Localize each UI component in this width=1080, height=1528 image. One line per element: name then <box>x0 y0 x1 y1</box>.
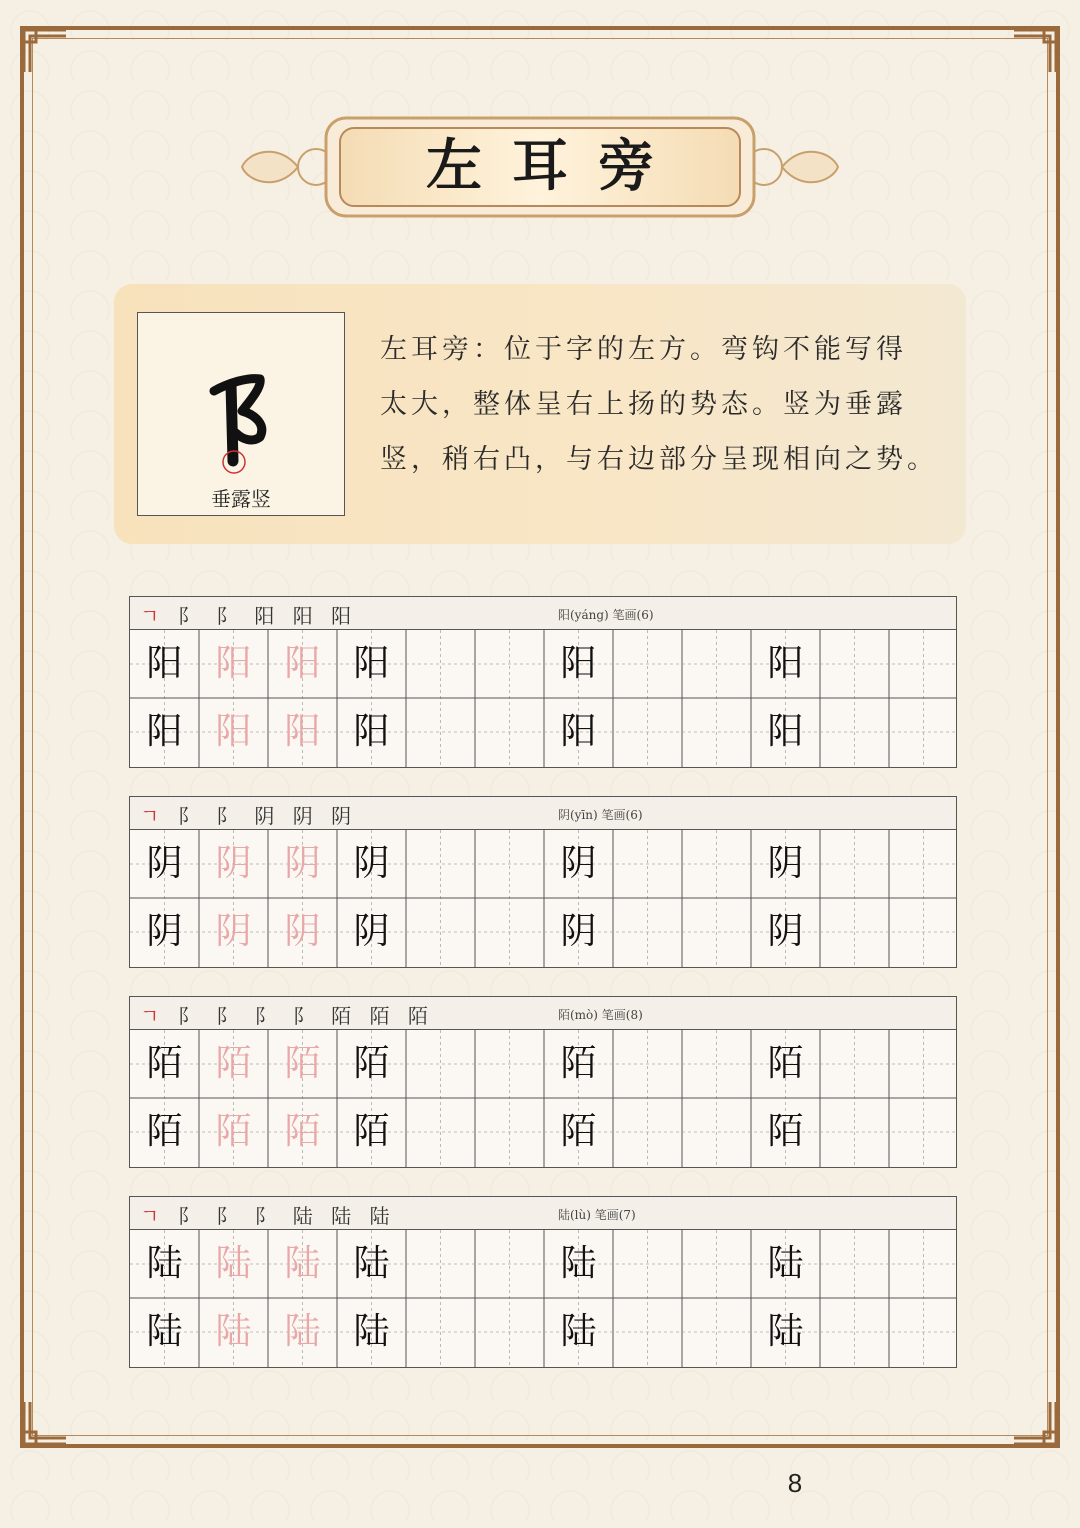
radical-caption: 垂露竖 <box>211 487 271 511</box>
trace-character: 陌 <box>284 1111 321 1152</box>
intro-line-2: 太大，整体呈右上扬的势态。竖为垂露 <box>380 389 907 420</box>
radical-example-box <box>137 312 345 516</box>
char-info: 阳(yáng) 笔画(6) <box>558 608 654 622</box>
stroke-order-header <box>129 796 957 830</box>
trace-character: 陌 <box>215 1043 252 1084</box>
stroke-step: 阴 <box>254 804 281 828</box>
trace-character: 陆 <box>284 1243 321 1284</box>
model-character: 阳 <box>353 643 390 684</box>
model-character: 阴 <box>146 843 183 884</box>
practice-block-2 <box>129 796 957 970</box>
stroke-step: 阝 <box>177 604 204 628</box>
model-character: 阴 <box>353 843 390 884</box>
practice-block-3 <box>129 996 957 1170</box>
trace-character: 陌 <box>215 1111 252 1152</box>
stroke-order-sequence <box>140 1000 434 1029</box>
corner-ornament-bottom-right <box>1012 1400 1058 1446</box>
model-character: 陌 <box>146 1043 183 1084</box>
stroke-step: ㄱ <box>140 604 166 628</box>
model-character: 阴 <box>767 911 804 952</box>
corner-ornament-top-left <box>22 28 68 74</box>
stroke-order-header <box>129 1196 957 1230</box>
model-character: 阳 <box>146 643 183 684</box>
trace-character: 陆 <box>215 1243 252 1284</box>
model-character: 陌 <box>353 1111 390 1152</box>
stroke-step: 阝 <box>292 1004 319 1028</box>
model-character: 阴 <box>146 911 183 952</box>
stroke-step: 阝 <box>254 1204 281 1228</box>
stroke-order-sequence <box>140 600 357 629</box>
page-number: 8 <box>787 1468 803 1498</box>
stroke-step: 陆 <box>292 1204 319 1228</box>
model-character: 陌 <box>767 1043 804 1084</box>
stroke-step: 阝 <box>216 604 243 628</box>
model-character: 阳 <box>560 711 597 752</box>
trace-character: 阳 <box>284 643 321 684</box>
model-character: 陌 <box>560 1043 597 1084</box>
trace-character: 阳 <box>284 711 321 752</box>
practice-grid <box>129 1029 957 1168</box>
model-character: 陌 <box>353 1043 390 1084</box>
trace-character: 阳 <box>215 711 252 752</box>
stroke-step: 阴 <box>292 804 319 828</box>
trace-character: 阳 <box>215 643 252 684</box>
stroke-step: 阝 <box>216 1204 243 1228</box>
stroke-step: 阝 <box>177 1204 204 1228</box>
stroke-step: 阝 <box>216 1004 243 1028</box>
page-title: 左耳旁 <box>426 133 684 199</box>
model-character: 陆 <box>560 1311 597 1352</box>
stroke-step: 阳 <box>331 604 358 628</box>
model-character: 陆 <box>560 1243 597 1284</box>
model-character: 阴 <box>560 843 597 884</box>
model-character: 阴 <box>560 911 597 952</box>
stroke-step: 阝 <box>177 1004 204 1028</box>
trace-character: 陆 <box>284 1311 321 1352</box>
stroke-step: ㄱ <box>140 804 166 828</box>
stroke-order-header <box>129 996 957 1030</box>
intro-line-1: 左耳旁：位于字的左方。弯钩不能写得 <box>380 334 907 365</box>
model-character: 陆 <box>353 1311 390 1352</box>
stroke-step: 陌 <box>331 1004 358 1028</box>
model-character: 陌 <box>767 1111 804 1152</box>
model-character: 陆 <box>767 1311 804 1352</box>
model-character: 阳 <box>767 643 804 684</box>
char-info: 阴(yīn) 笔画(6) <box>558 808 643 822</box>
stroke-order-sequence <box>140 800 357 829</box>
intro-line-3: 竖，稍右凸，与右边部分呈现相向之势。 <box>380 444 938 475</box>
corner-ornament-top-right <box>1012 28 1058 74</box>
intro-description <box>380 322 940 487</box>
trace-character: 陆 <box>215 1311 252 1352</box>
corner-ornament-bottom-left <box>22 1400 68 1446</box>
stroke-step: 阝 <box>177 804 204 828</box>
trace-character: 阴 <box>215 843 252 884</box>
practice-block-4 <box>129 1196 957 1370</box>
model-character: 陆 <box>146 1243 183 1284</box>
practice-block-1 <box>129 596 957 770</box>
model-character: 陌 <box>560 1111 597 1152</box>
stroke-step: 阴 <box>331 804 358 828</box>
practice-grid <box>129 1229 957 1368</box>
stroke-step: 陌 <box>369 1004 396 1028</box>
stroke-step: ㄱ <box>140 1204 166 1228</box>
stroke-step: 陌 <box>407 1004 434 1028</box>
stroke-step: 阳 <box>292 604 319 628</box>
stroke-step: 陆 <box>331 1204 358 1228</box>
char-info: 陆(lù) 笔画(7) <box>558 1208 636 1222</box>
stroke-step: 陆 <box>369 1204 396 1228</box>
practice-grid <box>129 829 957 968</box>
model-character: 阳 <box>767 711 804 752</box>
model-character: 阳 <box>146 711 183 752</box>
stroke-step: 阝 <box>216 804 243 828</box>
model-character: 阴 <box>353 911 390 952</box>
stroke-order-header <box>129 596 957 630</box>
model-character: 陆 <box>767 1243 804 1284</box>
stroke-step: 阝 <box>254 1004 281 1028</box>
stroke-step: 阳 <box>254 604 281 628</box>
trace-character: 阴 <box>215 911 252 952</box>
model-character: 陆 <box>146 1311 183 1352</box>
model-character: 陌 <box>146 1111 183 1152</box>
model-character: 陆 <box>353 1243 390 1284</box>
model-character: 阴 <box>767 843 804 884</box>
trace-character: 陌 <box>284 1043 321 1084</box>
model-character: 阳 <box>353 711 390 752</box>
practice-grid <box>129 629 957 768</box>
stroke-order-sequence <box>140 1200 395 1229</box>
char-info: 陌(mò) 笔画(8) <box>558 1008 643 1022</box>
model-character: 阳 <box>560 643 597 684</box>
trace-character: 阴 <box>284 843 321 884</box>
trace-character: 阴 <box>284 911 321 952</box>
stroke-step: ㄱ <box>140 1004 166 1028</box>
